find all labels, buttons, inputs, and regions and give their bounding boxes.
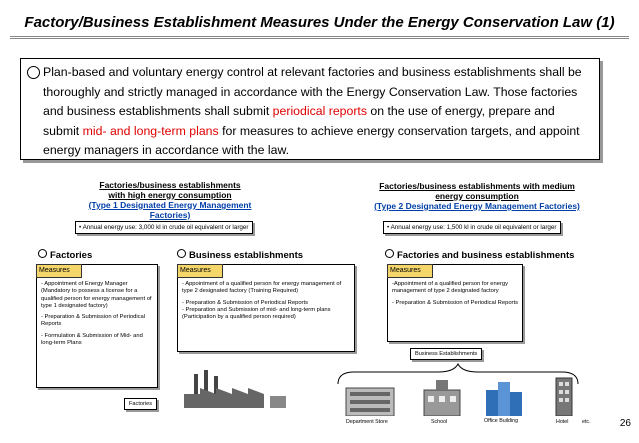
hotel-label: Hotel <box>556 419 569 425</box>
circle-bullet-icon <box>38 249 47 258</box>
mid-long-term-plans-highlight: mid- and long-term plans <box>82 123 219 138</box>
list-item: - Preparation & Submission of Periodical Reports <box>392 299 518 306</box>
list-item: - Preparation and Submission of mid- and long-term plans (Participation by a qualified person required) <box>182 306 331 321</box>
factory-illustration <box>180 370 290 410</box>
factories-business-heading: Factories and business establishments <box>385 249 574 261</box>
measures-label: Measures <box>387 264 433 278</box>
list-item: - Preparation & Submission of Periodical Reports <box>182 299 308 306</box>
department-store-label: Department Store <box>346 419 388 425</box>
circle-bullet-icon <box>385 249 394 258</box>
list-item: - Preparation & Submission of Periodical Reports <box>41 314 146 328</box>
list-item: -Appointment of a qualified person for energy management of type 2 designated factory <box>392 281 509 295</box>
factories-business-measures-panel <box>387 264 523 342</box>
business-heading: Business establishments <box>177 249 303 261</box>
factories-label: Factories <box>124 398 157 410</box>
circle-bullet-icon <box>177 249 186 258</box>
type1-header: Factories/business establishments with high energy consumption (Type 1 Designated Energy Management Factories) <box>88 180 252 220</box>
department-store-icon <box>344 382 396 416</box>
school-label: School <box>431 419 448 425</box>
type2-energy-usage: • Annual energy use: 1,500 kl in crude oil equivalent or larger <box>383 221 561 234</box>
business-establishments-label: Business Establishments <box>410 348 482 360</box>
intro-box <box>20 58 600 160</box>
measures-label: Measures <box>36 264 82 278</box>
factories-heading: Factories <box>38 249 92 261</box>
type1-energy-usage: • Annual energy use: 3,000 kl in crude oil equivalent or larger <box>75 221 253 234</box>
type2-header: Factories/business establishments with medium energy consumption (Type 2 Designated Energy Management Factories) <box>374 181 580 211</box>
factories-measures-panel <box>36 264 158 388</box>
school-icon <box>422 378 462 416</box>
page-title: Factory/Business Establishment Measures Under the Energy Conservation Law (1) <box>24 14 615 31</box>
list-item: - Formulation & Submission of Mid- and long-term Plans <box>41 332 143 347</box>
etc-label: etc. <box>582 419 591 425</box>
list-item: - Appointment of a qualified person for energy management of type 2 designated factory (Training Required) <box>182 281 342 295</box>
office-building-label: Office Building <box>484 418 519 424</box>
business-measures-panel <box>177 264 355 352</box>
measures-label: Measures <box>177 264 223 278</box>
list-item: - Appointment of Energy Manager (Mandatory to possess a license for a qualified person for energy management of type 1 designated factory) <box>41 281 152 309</box>
title-divider <box>10 36 629 39</box>
page-number: 26 <box>619 418 631 429</box>
hotel-icon <box>554 376 574 416</box>
bullet-circle-icon <box>27 66 40 79</box>
intro-text: Plan-based and voluntary energy control at relevant factories and business establishments shall be thoroughly and strictly managed in accordance with the Energy Conservation Law. Those factories and business establishments shall submit periodical reports on the use of energy, prepare and submit mid- and long-term plans for measures to achieve energy conservation targets, and appoint energy managers in accordance with the law. <box>43 65 582 157</box>
periodical-reports-highlight: periodical reports <box>272 104 367 118</box>
office-building-icon <box>484 380 524 416</box>
